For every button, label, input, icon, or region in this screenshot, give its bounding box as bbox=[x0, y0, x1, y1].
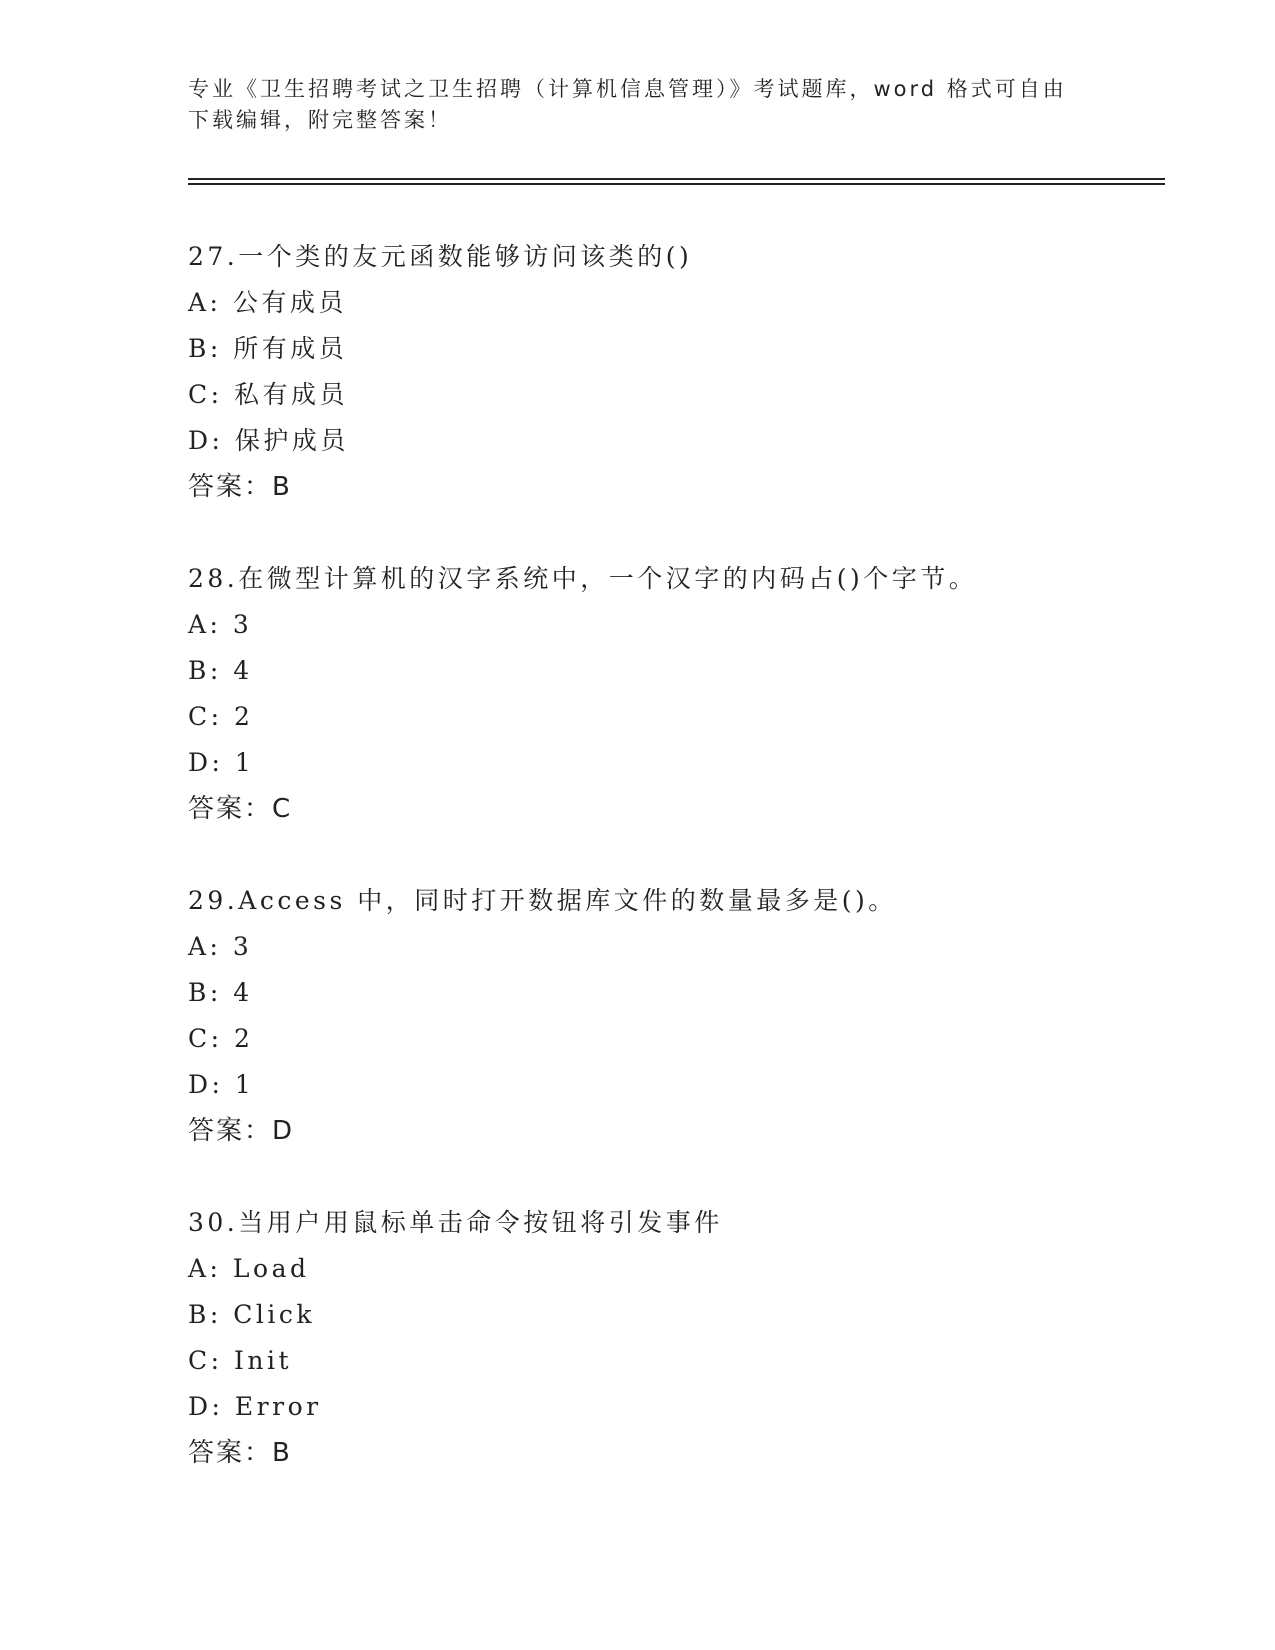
answer-key: 答案：B bbox=[188, 472, 292, 502]
option-d: D: 1 bbox=[188, 1070, 255, 1099]
option-c: C: 2 bbox=[188, 1024, 254, 1053]
option-c: C: Init bbox=[188, 1346, 293, 1375]
header-divider-top bbox=[188, 178, 1165, 180]
question-27 bbox=[188, 234, 1168, 510]
document-header: 专业《卫生招聘考试之卫生招聘（计算机信息管理）》考试题库，word 格式可自由下载编辑，附完整答案！ bbox=[188, 77, 1067, 132]
question-stem: 30.当用户用鼠标单击命令按钮将引发事件 bbox=[188, 1208, 723, 1237]
answer-key: 答案：B bbox=[188, 1438, 292, 1468]
option-a: A: 3 bbox=[188, 610, 253, 639]
header-divider-bottom bbox=[188, 183, 1165, 185]
question-stem: 29.Access 中，同时打开数据库文件的数量最多是()。 bbox=[188, 886, 897, 915]
question-28 bbox=[188, 556, 1168, 832]
answer-key: 答案：D bbox=[188, 1116, 295, 1146]
option-b: B: 4 bbox=[188, 978, 253, 1007]
option-d: D: 1 bbox=[188, 748, 255, 777]
option-a: A: 3 bbox=[188, 932, 253, 961]
question-29 bbox=[188, 878, 1168, 1154]
option-b: B: 所有成员 bbox=[188, 334, 348, 363]
option-b: B: 4 bbox=[188, 656, 253, 685]
option-c: C: 2 bbox=[188, 702, 254, 731]
answer-key: 答案：C bbox=[188, 794, 293, 824]
option-d: D: Error bbox=[188, 1392, 322, 1421]
option-a: A: 公有成员 bbox=[188, 288, 347, 317]
option-d: D: 保护成员 bbox=[188, 426, 349, 455]
question-30 bbox=[188, 1200, 1168, 1476]
option-c: C: 私有成员 bbox=[188, 380, 348, 409]
option-a: A: Load bbox=[188, 1254, 310, 1283]
option-b: B: Click bbox=[188, 1300, 316, 1329]
question-stem: 28.在微型计算机的汉字系统中，一个汉字的内码占()个字节。 bbox=[188, 564, 978, 593]
question-stem: 27.一个类的友元函数能够访问该类的() bbox=[188, 242, 693, 271]
